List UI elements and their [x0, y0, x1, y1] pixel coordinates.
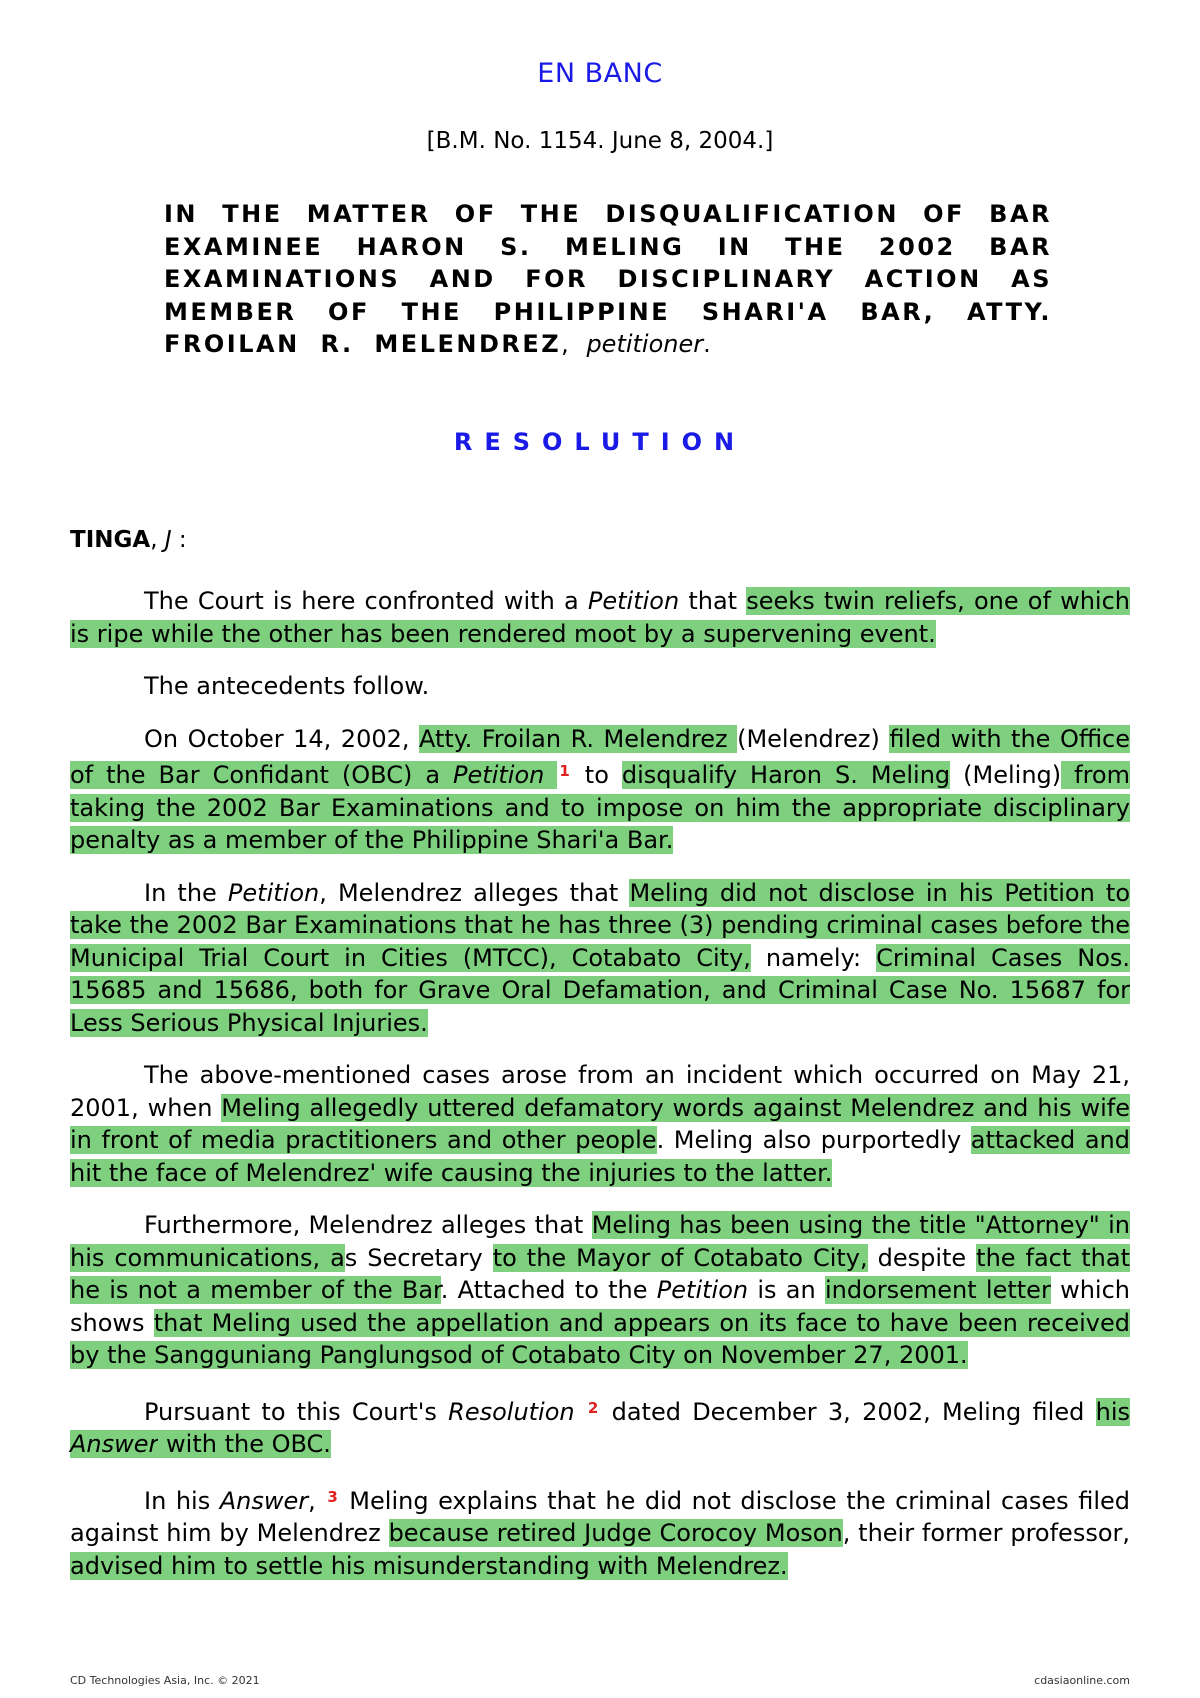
- footnote-marker[interactable]: 3: [327, 1487, 338, 1506]
- body-text: which shows: [70, 1276, 1131, 1337]
- body-text: On October 14, 2002,: [144, 724, 420, 753]
- highlighted-text: disqualify Haron S. Meling: [621, 761, 951, 789]
- case-caption-title: IN THE MATTER OF THE DISQUALIFICATION OF BAR EXAMINEE HARON S. MELING IN THE 2002 BAR EXAMINATIONS AND FOR DISCIPLINARY ACTION AS MEMBER OF THE PHILIPPINE SHARI'A BAR, ATTY. FROILAN R. MELENDREZ: [164, 200, 1052, 358]
- highlighted-text: attacked and hit the face of Melendrez' wife causing the injuries to the latter.: [70, 1126, 1130, 1187]
- body-text: In the: [144, 878, 228, 907]
- footnote-marker[interactable]: 1: [559, 762, 570, 780]
- highlighted-text: Meling did not disclose in his Petition to take the 2002 Bar Examinations that he has three (3) pending criminal cases before the Municipal Trial Court in Cities (MTCC), Cotabato City,: [70, 878, 1131, 972]
- ponente-end: :: [171, 527, 187, 553]
- body-text: to: [571, 761, 622, 789]
- case-caption-separator: ,: [561, 330, 587, 358]
- paragraph: [70, 877, 1130, 1040]
- body-text: ,: [308, 1486, 326, 1515]
- italic-text: Petition: [227, 878, 320, 907]
- body-text: is an: [748, 1276, 825, 1304]
- body-text: , their former professor,: [842, 1519, 1131, 1547]
- paragraph: [70, 1392, 1130, 1461]
- paragraph: [70, 1481, 1130, 1583]
- body-text: [575, 1398, 586, 1426]
- paragraph: [70, 723, 1130, 857]
- body-text: , Melendrez alleges that: [319, 878, 630, 907]
- case-caption-end: .: [703, 330, 714, 358]
- case-caption: [164, 198, 1052, 361]
- body-text: s Secretary: [344, 1243, 493, 1272]
- highlighted-italic-text: Petition: [453, 761, 558, 789]
- highlighted-text: from taking the 2002 Bar Examinations and to impose on him the appropriate disciplinary penalty as a member of the Philippine Shari'a Bar.: [70, 761, 1130, 854]
- body-text: The Court is here confronted with a: [144, 587, 588, 615]
- italic-text: Resolution: [448, 1397, 575, 1426]
- highlighted-text: indorsement letter: [824, 1276, 1051, 1304]
- italic-text: Petition: [587, 587, 680, 615]
- ponente-separator: ,: [150, 527, 165, 553]
- body-text: Meling explains that he did not disclose the criminal cases filed against him by Melendrez: [70, 1486, 1130, 1547]
- division-heading: EN BANC: [537, 58, 663, 89]
- paragraph: [70, 585, 1130, 650]
- docket-number: [B.M. No. 1154. June 8, 2004.]: [426, 128, 774, 154]
- body-text: namely:: [750, 943, 877, 972]
- highlighted-text: Atty. Froilan R. Melendrez: [419, 724, 738, 753]
- paragraph: [70, 1209, 1130, 1372]
- highlighted-text: Meling allegedly uttered defamatory words against Melendrez and his wife in front of media practitioners and other people: [70, 1093, 1130, 1154]
- highlighted-text: his: [1095, 1397, 1130, 1426]
- body-text: . Attached to the: [440, 1276, 657, 1304]
- body-text: that: [679, 587, 747, 615]
- highlighted-text: advised him to settle his misunderstanding with Melendrez.: [70, 1551, 788, 1580]
- body-text: Pursuant to this Court's: [144, 1397, 449, 1426]
- highlighted-italic-text: Answer: [70, 1430, 159, 1458]
- italic-text: Answer: [219, 1486, 309, 1515]
- body-text: The antecedents follow.: [144, 672, 430, 700]
- highlighted-text: filed with the Office of the Bar Confidant (OBC) a: [70, 724, 1130, 789]
- body-text: (Melendrez): [737, 724, 890, 753]
- body-text: (Meling): [950, 761, 1062, 789]
- body-text: . Meling also purportedly: [656, 1126, 971, 1154]
- ponente-name: TINGA: [70, 527, 151, 553]
- footer-copyright: CD Technologies Asia, Inc. © 2021: [70, 1674, 260, 1687]
- highlighted-text: to the Mayor of Cotabato City,: [492, 1243, 868, 1272]
- highlighted-text: that Meling used the appellation and appears on its face to have been received by the Sangguniang Panglungsod of Cotabato City on November 27, 2001.: [70, 1308, 1130, 1369]
- highlighted-text: Criminal Cases Nos. 15685 and 15686, both for Grave Oral Defamation, and Criminal Case No. 15687 for Less Serious Physical Injuries.: [70, 943, 1131, 1037]
- body-text: The above-mentioned cases arose from an incident which occurred on May 21, 2001, when: [70, 1061, 1130, 1122]
- body-text: despite: [867, 1243, 977, 1272]
- italic-text: Petition: [656, 1276, 749, 1304]
- resolution-title: RESOLUTION: [453, 428, 747, 456]
- body-text: In his: [144, 1486, 220, 1515]
- ponente-title: J: [164, 527, 172, 553]
- case-caption-role: petitioner: [586, 330, 704, 358]
- footer-website: cdasiaonline.com: [1034, 1674, 1130, 1687]
- highlighted-text: the fact that he is not a member of the Bar: [70, 1243, 1130, 1304]
- highlighted-text: because retired Judge Corocoy Moson: [388, 1519, 843, 1547]
- paragraph: [70, 670, 1130, 703]
- footnote-marker[interactable]: 2: [587, 1398, 599, 1417]
- ponente-line: [70, 527, 187, 553]
- resolution-body: [70, 585, 1130, 1602]
- highlighted-text: Meling has been using the title "Attorney" in his communications, a: [70, 1211, 1130, 1272]
- body-text: Furthermore, Melendrez alleges that: [144, 1211, 592, 1239]
- paragraph: [70, 1059, 1130, 1189]
- highlighted-text: seeks twin reliefs, one of which is ripe while the other has been rendered moot by a supervening event.: [70, 587, 1131, 648]
- body-text: dated December 3, 2002, Meling filed: [600, 1397, 1096, 1426]
- highlighted-text: with the OBC.: [158, 1430, 331, 1458]
